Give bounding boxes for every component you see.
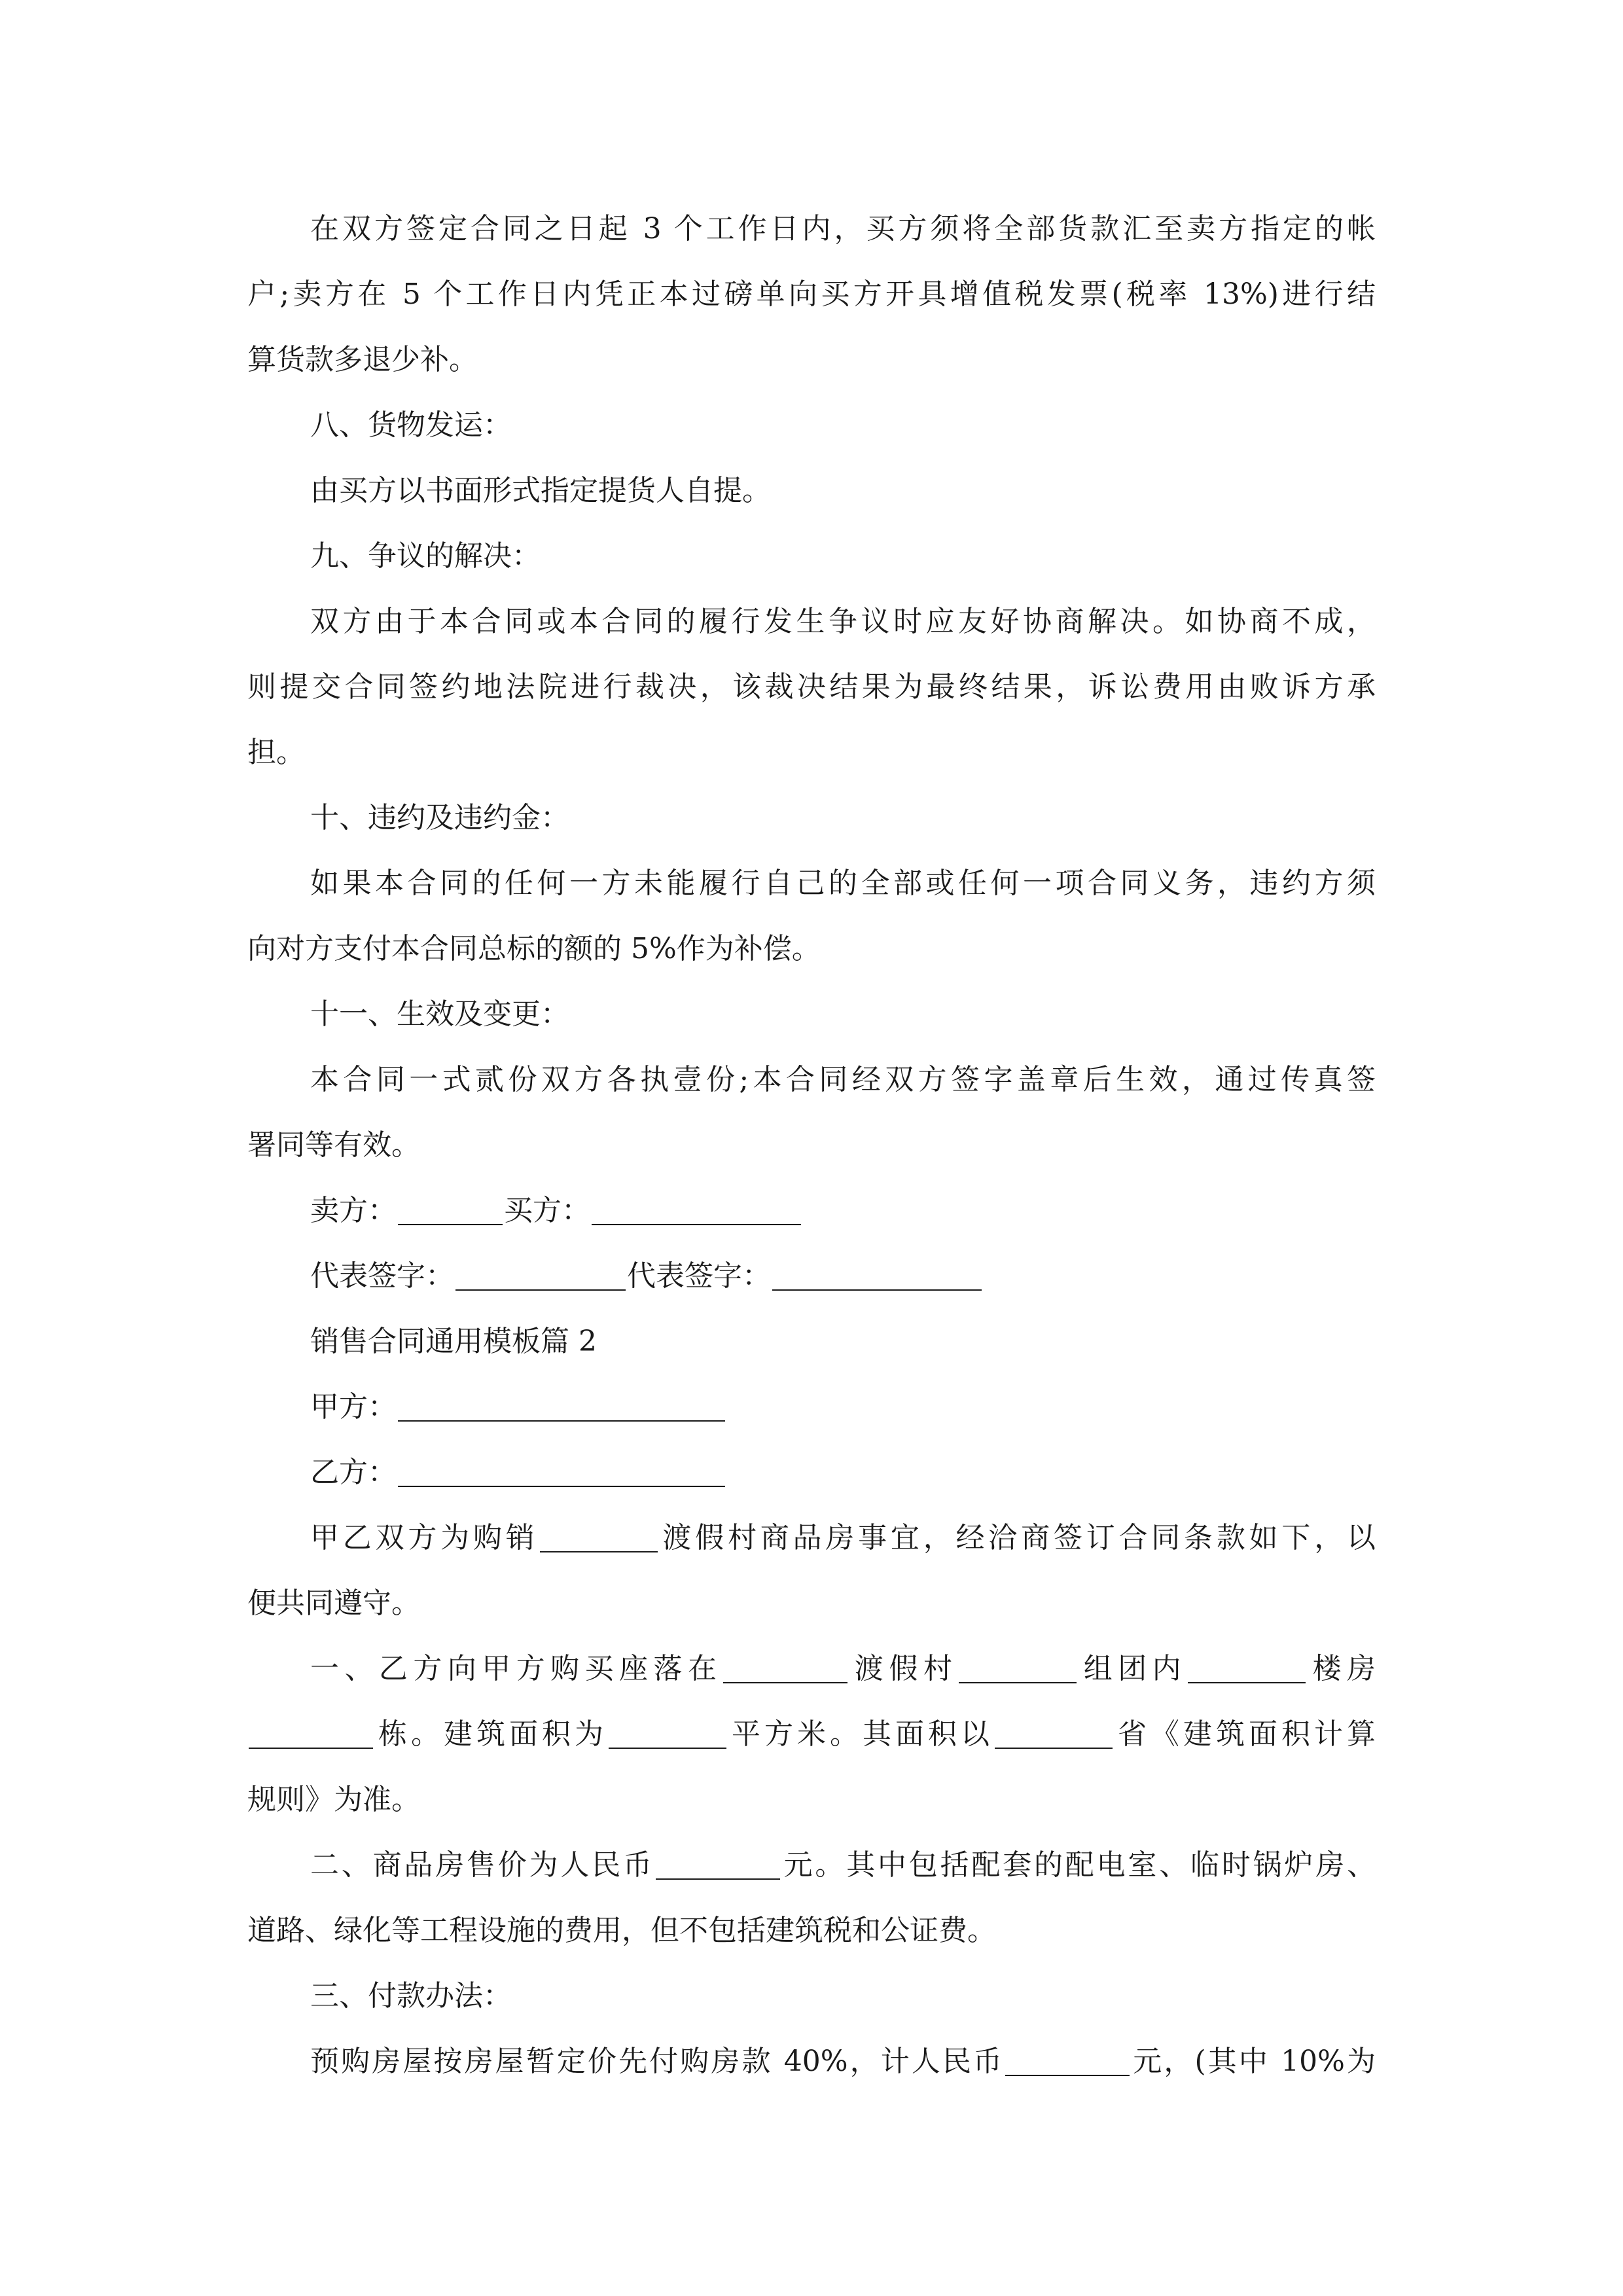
price-blank [656,1850,780,1880]
clause-2-text-a: 二、商品房售价为人民币 [310,1848,654,1882]
intro-line-1 [247,1505,1376,1571]
seller-buyer-signature-line [247,1178,1376,1244]
template-2-title: 销售合同通用模板篇 2 [310,1325,597,1358]
party-a-label: 甲方： [310,1390,397,1424]
resort-blank [959,1653,1077,1683]
section-11-line-1: 本合同一式贰份双方各执壹份;本合同经双方签字盖章后生效，通过传真签 [310,1063,1376,1096]
rep-sign-label-seller: 代表签字： [310,1259,454,1293]
clause-3-heading: 三、付款办法： [310,1979,512,2013]
payment-paragraph-line-3: 算货款多退少补。 [247,343,478,376]
party-b-label: 乙方： [310,1456,397,1489]
party-a-line [247,1374,1376,1440]
section-9-line-1: 双方由于本合同或本合同的履行发生争议时应友好协商解决。如协商不成， [310,605,1376,638]
intro-text-b: 渡假村商品房事宜，经洽商签订合同条款如下，以 [658,1521,1376,1554]
group-blank [1188,1653,1306,1683]
clause-3-line-1 [247,2029,1376,2094]
section-9-heading: 九、争议的解决： [310,539,541,573]
section-9-line-3: 担。 [247,736,305,769]
section-9-line-2: 则提交合同签约地法院进行裁决，该裁决结果为最终结果，诉讼费用由败诉方承 [247,670,1376,704]
clause-1-text-f: 平方米。其面积以 [728,1717,993,1751]
representative-signature-line [247,1244,1376,1309]
rep-sign-buyer-blank [772,1261,982,1291]
section-10-line-1: 如果本合同的任何一方未能履行自己的全部或任何一项合同义务，违约方须 [310,867,1376,900]
down-payment-blank [1005,2046,1130,2076]
document-body [247,196,1376,2094]
resort-name-blank [540,1522,658,1552]
clause-3-text-b: 元，(其中 10%为 [1131,2045,1376,2078]
clause-2-line-2: 道路、绿化等工程设施的费用，但不包括建筑税和公证费。 [247,1914,996,1947]
section-8-text: 由买方以书面形式指定提货人自提。 [310,474,771,507]
clause-1-text-c: 组团内 [1078,1652,1187,1685]
clause-1-text-e: 栋。建筑面积为 [374,1717,607,1751]
party-b-blank [398,1457,725,1487]
section-8-heading: 八、货物发运： [310,408,512,442]
section-11-heading: 十一、生效及变更： [310,997,569,1031]
party-a-blank [398,1391,725,1422]
clause-1-line-2 [247,1702,1376,1767]
clause-3-text-a: 预购房屋按房屋暂定价先付购房款 40%，计人民币 [310,2045,1005,2078]
province-blank [995,1719,1113,1749]
building-count-blank [249,1719,373,1749]
intro-line-2: 便共同遵守。 [247,1587,420,1620]
section-10-heading: 十、违约及违约金： [310,801,569,834]
buyer-label: 买方： [504,1194,590,1227]
rep-sign-label-buyer: 代表签字： [627,1259,771,1293]
buyer-blank [592,1195,801,1225]
seller-blank [398,1195,503,1225]
area-blank [609,1719,726,1749]
rep-sign-seller-blank [455,1261,626,1291]
clause-1-line-1 [247,1636,1376,1702]
party-b-line [247,1440,1376,1505]
payment-paragraph-line-2: 户;卖方在 5 个工作日内凭正本过磅单向买方开具增值税发票(税率 13%)进行结 [247,278,1376,311]
clause-1-line-3: 规则》为准。 [247,1783,420,1816]
clause-2-text-b: 元。其中包括配套的配电室、临时锅炉房、 [781,1848,1376,1882]
clause-2-line-1 [247,1833,1376,1898]
section-11-line-2: 署同等有效。 [247,1128,420,1162]
location-blank [723,1653,847,1683]
clause-1-text-d: 楼房 [1307,1652,1376,1685]
clause-1-text-g: 省《建筑面积计算 [1114,1717,1376,1751]
seller-label: 卖方： [310,1194,397,1227]
clause-1-text-a: 一、乙方向甲方购买座落在 [310,1652,722,1685]
clause-1-text-b: 渡假村 [849,1652,958,1685]
intro-text-a: 甲乙双方为购销 [310,1521,539,1554]
section-10-line-2: 向对方支付本合同总标的额的 5%作为补偿。 [247,932,821,965]
payment-paragraph-line-1: 在双方签定合同之日起 3 个工作日内，买方须将全部货款汇至卖方指定的帐 [310,212,1376,245]
